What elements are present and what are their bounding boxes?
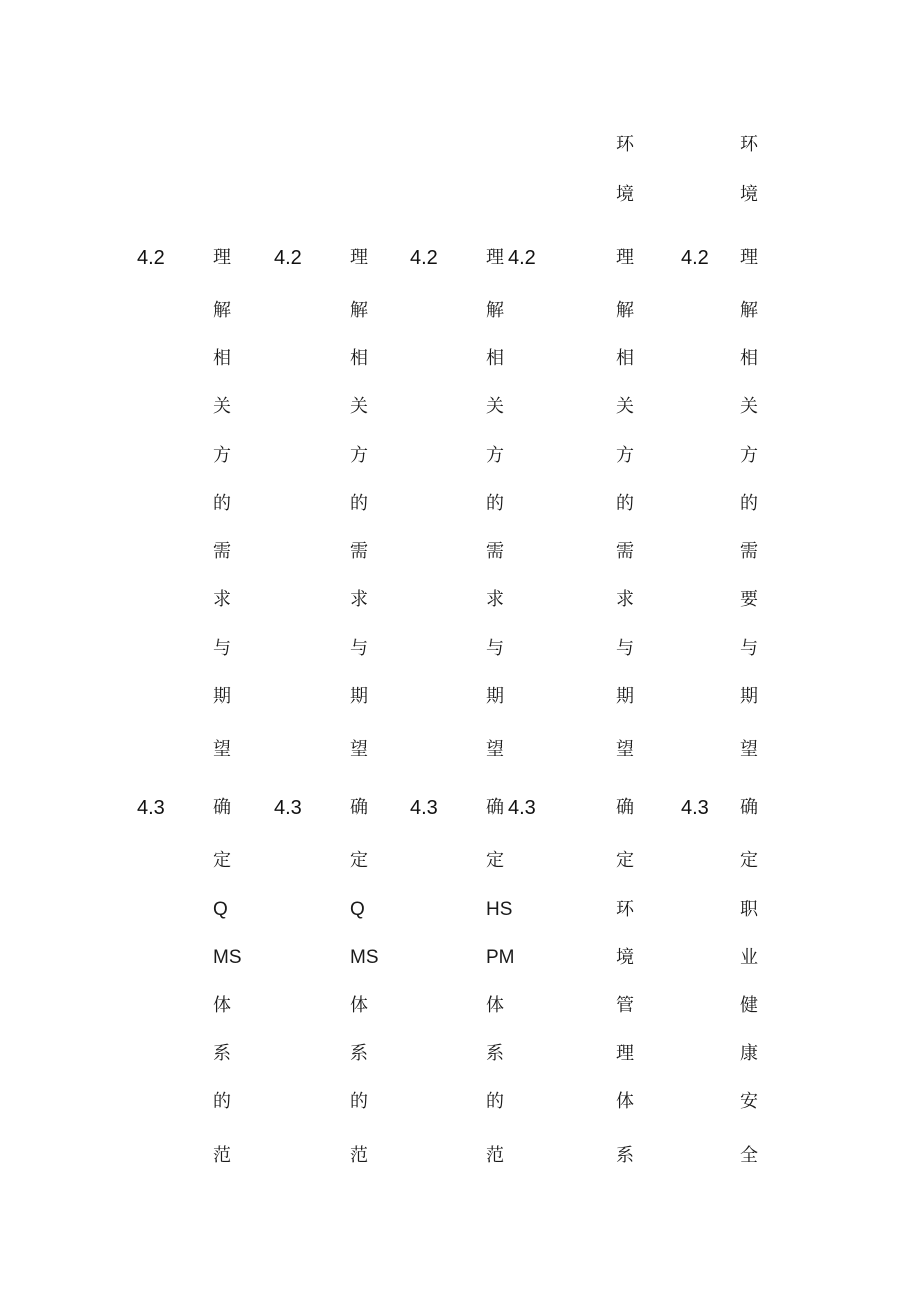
section-number: 4.3 [410, 797, 438, 819]
char: 境 [616, 947, 634, 968]
char: 体 [616, 1091, 634, 1112]
char: 确 [486, 797, 504, 818]
char: 望 [740, 739, 758, 760]
char: 解 [740, 300, 758, 321]
char: 业 [740, 947, 758, 968]
char: 方 [350, 445, 368, 466]
char: 环 [616, 899, 634, 920]
char: 定 [740, 850, 758, 871]
char: 理 [616, 247, 634, 268]
section-number: 4.2 [137, 247, 165, 269]
char: 定 [213, 850, 231, 871]
char: 体 [350, 995, 368, 1016]
char: 理 [350, 247, 368, 268]
char: 需 [616, 541, 634, 562]
char: 系 [213, 1043, 231, 1064]
section-number: 4.3 [508, 797, 536, 819]
char: 管 [616, 995, 634, 1016]
char: 与 [350, 638, 368, 659]
char: 的 [213, 493, 231, 514]
char: 求 [486, 589, 504, 610]
char: 系 [350, 1043, 368, 1064]
section-number: 4.3 [137, 797, 165, 819]
char: 求 [616, 589, 634, 610]
char: Q [350, 899, 365, 920]
char: 理 [740, 247, 758, 268]
char: 与 [213, 638, 231, 659]
char: 关 [213, 396, 231, 417]
char: 理 [486, 247, 504, 268]
char: 望 [213, 739, 231, 760]
char: 的 [616, 493, 634, 514]
char: 的 [486, 1091, 504, 1112]
char: 职 [740, 899, 758, 920]
char: 期 [486, 686, 504, 707]
char: 望 [486, 739, 504, 760]
char: 解 [616, 300, 634, 321]
char: 境 [616, 184, 634, 205]
char: 解 [486, 300, 504, 321]
char: 系 [486, 1043, 504, 1064]
char: 方 [213, 445, 231, 466]
char: 的 [486, 493, 504, 514]
char: 的 [350, 493, 368, 514]
char: 求 [213, 589, 231, 610]
char: MS [350, 947, 379, 968]
char: 确 [213, 797, 231, 818]
section-number: 4.2 [508, 247, 536, 269]
char: 期 [350, 686, 368, 707]
char: 的 [740, 493, 758, 514]
char: Q [213, 899, 228, 920]
char: 望 [350, 739, 368, 760]
char: 期 [213, 686, 231, 707]
section-number: 4.3 [274, 797, 302, 819]
char: 要 [740, 589, 758, 610]
char: 确 [740, 797, 758, 818]
char: 关 [350, 396, 368, 417]
char: 环 [616, 134, 634, 155]
char: 期 [616, 686, 634, 707]
char: 全 [740, 1145, 758, 1166]
char: 相 [213, 348, 231, 369]
section-number: 4.3 [681, 797, 709, 819]
char: 解 [350, 300, 368, 321]
char: 需 [213, 541, 231, 562]
char: 定 [486, 850, 504, 871]
char: 环 [740, 134, 758, 155]
char: 康 [740, 1043, 758, 1064]
char: MS [213, 947, 242, 968]
char: 与 [616, 638, 634, 659]
char: 方 [616, 445, 634, 466]
char: 望 [616, 739, 634, 760]
char: 求 [350, 589, 368, 610]
char: 体 [486, 995, 504, 1016]
char: 方 [486, 445, 504, 466]
char: 需 [740, 541, 758, 562]
section-number: 4.2 [274, 247, 302, 269]
char: 相 [616, 348, 634, 369]
char: 关 [486, 396, 504, 417]
char: 解 [213, 300, 231, 321]
char: 系 [616, 1145, 634, 1166]
char: 范 [486, 1145, 504, 1166]
char: 范 [350, 1145, 368, 1166]
char: 关 [740, 396, 758, 417]
char: 健 [740, 995, 758, 1016]
char: 范 [213, 1145, 231, 1166]
char: HS [486, 899, 513, 920]
char: 理 [616, 1043, 634, 1064]
char: 确 [616, 797, 634, 818]
char: 的 [350, 1091, 368, 1112]
char: PM [486, 947, 515, 968]
section-number: 4.2 [410, 247, 438, 269]
char: 需 [486, 541, 504, 562]
char: 相 [350, 348, 368, 369]
section-number: 4.2 [681, 247, 709, 269]
char: 定 [350, 850, 368, 871]
char: 确 [350, 797, 368, 818]
char: 期 [740, 686, 758, 707]
char: 境 [740, 184, 758, 205]
char: 方 [740, 445, 758, 466]
char: 关 [616, 396, 634, 417]
char: 需 [350, 541, 368, 562]
char: 的 [213, 1091, 231, 1112]
char: 与 [740, 638, 758, 659]
char: 安 [740, 1091, 758, 1112]
char: 定 [616, 850, 634, 871]
char: 与 [486, 638, 504, 659]
char: 相 [740, 348, 758, 369]
char: 相 [486, 348, 504, 369]
char: 体 [213, 995, 231, 1016]
char: 理 [213, 247, 231, 268]
